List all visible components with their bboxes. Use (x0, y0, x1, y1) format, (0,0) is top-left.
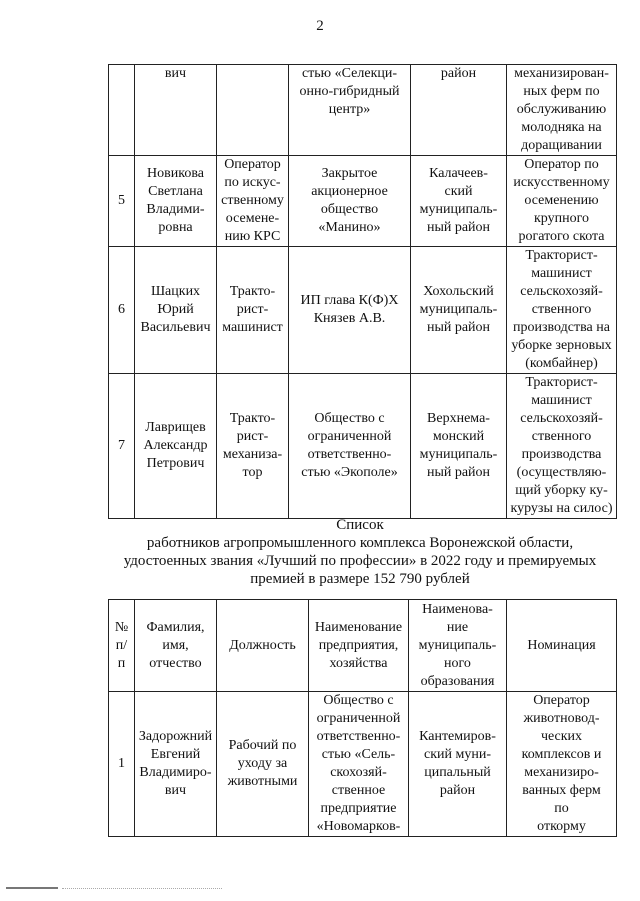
nomination: Тракторист- машинист сельскохозяй- ственного производства (осуществляю- щий уборку ку- курузы на силос) (507, 374, 617, 519)
nomination: Оператор по искусственному осеменению крупного рогатого скота (507, 156, 617, 247)
municipality: Верхнема- монский муниципаль- ный район (411, 374, 507, 519)
enterprise: ИП глава К(Ф)Х Князев А.В. (289, 247, 411, 374)
table-header-row (109, 600, 617, 692)
header-number: № п/ п (109, 600, 135, 692)
winners-table-continued (108, 64, 617, 519)
table-row (109, 156, 617, 247)
full-name: Новикова Светлана Владими- ровна (135, 156, 217, 247)
position: Оператор по искус- ственному осемене- нию КРС (217, 156, 289, 247)
enterprise: Общество с ограниченной ответственно- стью «Сель- скохозяй- ственное предприятие «Новомарков- (309, 692, 409, 837)
position: Рабочий по уходу за животными (217, 692, 309, 837)
row-number: 5 (109, 156, 135, 247)
table-row (109, 374, 617, 519)
table-row (109, 692, 617, 837)
full-name: Лаврищев Александр Петрович (135, 374, 217, 519)
header-enterprise: Наименование предприятия, хозяйства (309, 600, 409, 692)
nomination: Тракторист- машинист сельскохозяй- ственного производства на уборке зерновых (комбайнер) (507, 247, 617, 374)
position: Тракто- рист- механиза- тор (217, 374, 289, 519)
row-number: 7 (109, 374, 135, 519)
row-number: 1 (109, 692, 135, 837)
header-nomination: Номинация (507, 600, 617, 692)
scan-artifact-line (6, 887, 58, 889)
municipality: Кантемиров- ский муни- ципальный район (409, 692, 507, 837)
full-name: Шацких Юрий Васильевич (135, 247, 217, 374)
winners-table (108, 599, 617, 837)
row-number (109, 65, 135, 156)
position: Тракто- рист- машинист (217, 247, 289, 374)
table-row (109, 65, 617, 156)
row-number: 6 (109, 247, 135, 374)
full-name: Задорожний Евгений Владимиро- вич (135, 692, 217, 837)
nomination: Оператор животновод- ческих комплексов и механизиро- ванных ферм по откорму (507, 692, 617, 837)
list-title: Список работников агропромышленного комплекса Воронежской области, удостоенных звания «Лучший по профессии» в 2022 году и премируемых премией в размере 152 790 рублей (123, 517, 597, 587)
enterprise: Общество с ограниченной ответственно- стью «Экополе» (289, 374, 411, 519)
enterprise: стью «Селекци- онно-гибридный центр» (289, 65, 411, 156)
position (217, 65, 289, 156)
scan-artifact-dots (62, 888, 222, 889)
table-row (109, 247, 617, 374)
municipality: Хохольский муниципаль- ный район (411, 247, 507, 374)
municipality: Калачеев- ский муниципаль- ный район (411, 156, 507, 247)
enterprise: Закрытое акционерное общество «Манино» (289, 156, 411, 247)
header-name: Фамилия, имя, отчество (135, 600, 217, 692)
municipality: район (411, 65, 507, 156)
full-name: вич (135, 65, 217, 156)
nomination: механизирован- ных ферм по обслуживанию молодняка на доращивании (507, 65, 617, 156)
page-number: 2 (316, 18, 324, 34)
header-position: Должность (217, 600, 309, 692)
header-municipality: Наименова- ние муниципаль- ного образования (409, 600, 507, 692)
